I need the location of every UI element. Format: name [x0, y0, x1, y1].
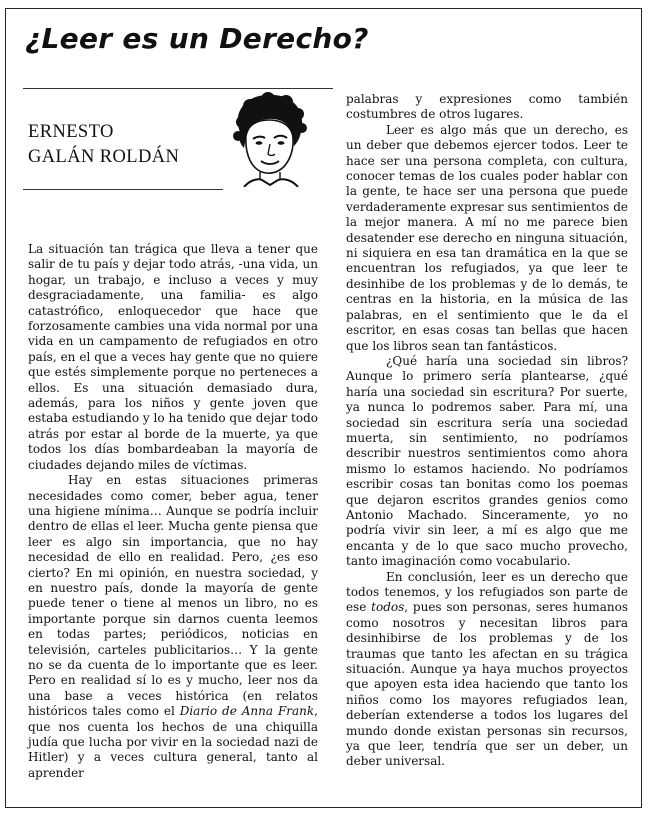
left-column — [28, 242, 318, 781]
paragraph-text: , que nos cuenta los hechos de una chiquilla judía que lucha por vivir en la sociedad nazi de Hitler) y a veces cultura general, tanto al aprender — [28, 704, 318, 780]
paragraph-text: Hay en estas situaciones primeras necesidades como comer, beber agua, tener una higiene mínima… Aunque se podría incluir dentro de ellas el leer. Mucha gente piensa que leer es algo sin importancia, que no hay necesidad de ello en realidad. Pero, ¿es eso cierto? En mi opinión, en nuestra sociedad, y en nuestro país, donde la mayoría de gente puede tener o tiene al menos un libro, no es importante porque sin darnos cuenta leemos en todas partes; periódicos, noticias en televisión, carteles publicitarios… Y la gente no se da cuenta de lo importante que es leer. Pero en realidad sí lo es y mucho, leer nos da una base a veces histórica (en relatos históricos tales como el — [28, 473, 318, 719]
paragraph-text: En conclusión, leer es un derecho que todos tenemos, y los refugiados son parte de ese — [346, 569, 628, 615]
right-column — [346, 92, 628, 770]
paragraph: Leer es algo más que un derecho, es un deber que debemos ejercer todos. Leer te hace ser una persona completa, con cultura, conocer temas de los cuales poder hablar con la gente, te hace ser una persona que puede verdaderamente expresar sus sentimientos de la mejor manera. A mí no me parece bien desatender ese derecho en ninguna situación, ni siquiera en esa tan dramática en la que se encuentran los refugiados, ya que leer te desinhibe de los problemas y de lo demás, te centras en la historia, en la música de las palabras, en el sentimiento que le da el escritor, en esas cosas tan bellas que hacen que los libros sean tan fantásticos. — [346, 122, 628, 353]
emphasis-word: todos — [371, 600, 405, 615]
author-first-name: ERNESTO — [28, 122, 114, 142]
author-last-name: GALÁN ROLDÁN — [28, 147, 180, 167]
paragraph: ¿Qué haría una sociedad sin libros? Aunque lo primero sería plantearse, ¿qué haría una sociedad sin escritura? Por suerte, ya nunca lo podremos saber. Para mí, una sociedad sin escritura sería una sociedad muerta, sin sentimiento, no podríamos describir nuestros sentimientos como ahora mismo lo estamos haciendo. No podríamos escribir cosas tan bonitas como los poemas que dejaron escritos grandes genios como Antonio Machado. Sinceramente, yo no podría vivir sin leer, a mí es algo que me encanta y de lo que saco mucho provecho, tanto imaginación como vocabulario. — [346, 353, 628, 569]
paragraph: palabras y expresiones como también costumbres de otros lugares. — [346, 92, 628, 122]
header-rule-bottom — [23, 189, 223, 190]
paragraph-text: , pues son personas, seres humanos como nosotros y necesitan libros para desinhibirse de los problemas y de los traumas que tanto les afectan en su trágica situación. Aunque ya haya muchos proyectos que apoyen esta idea haciendo que tanto los niños como los mayores refugiados lean, deberían extenderse a todos los lugares del mundo donde existan personas sin recursos, ya que leer, tendría que ser un deber, un deber universal. — [346, 600, 628, 769]
paragraph — [28, 473, 318, 781]
paragraph: La situación tan trágica que lleva a tener que salir de tu país y dejar todo atrás, -una vida, un hogar, un trabajo, e incluso a veces y muy desgraciadamente, una familia- es algo catastrófico, enloquecedor que hace que forzosamente cambies una vida normal por una vida en un campamento de refugiados en otro país, en el que a veces hay gente que no quiere que estés simplemente porque no perteneces a ellos. Es una situación demasiado dura, además, para los niños y gente joven que estaba estudiando y lo ha tenido que dejar todo atrás por estar al borde de la muerte, ya que todos los días bombardeaban la mayoría de ciudades dejando miles de víctimas. — [28, 242, 318, 472]
paragraph — [346, 570, 628, 770]
article-title: ¿Leer es un Derecho? — [25, 22, 369, 55]
author-portrait — [228, 92, 310, 187]
book-title: Diario de Anna Frank — [179, 704, 315, 719]
author-name — [28, 120, 179, 170]
header-rule-top — [23, 88, 333, 89]
